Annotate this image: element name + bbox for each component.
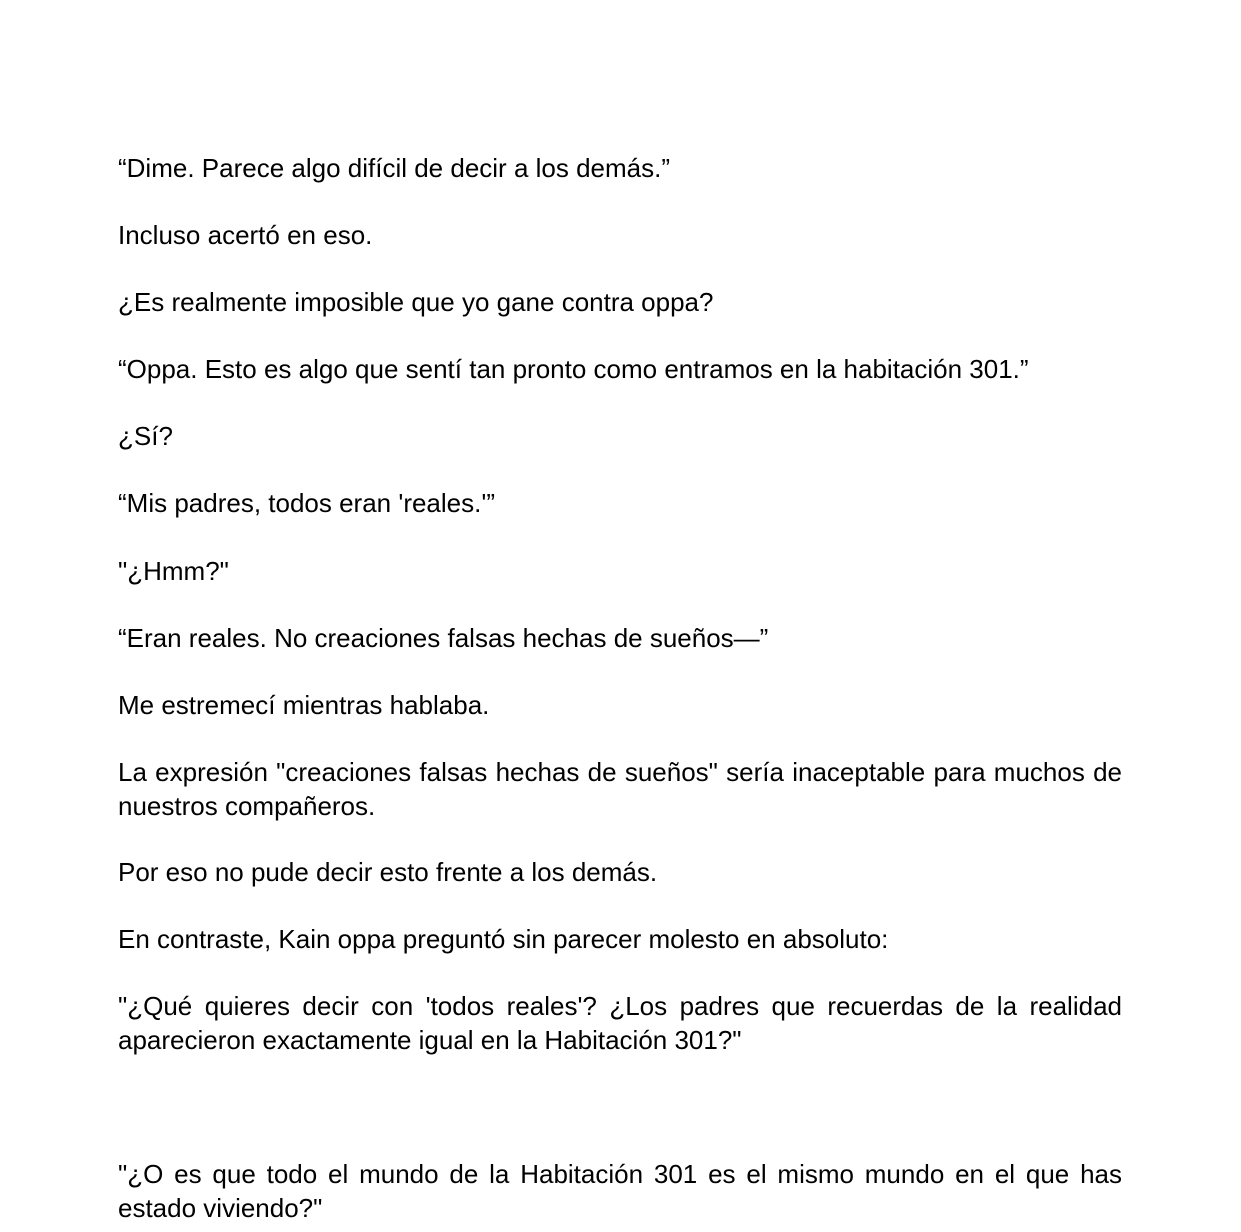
paragraph-4: “Oppa. Esto es algo que sentí tan pronto como entramos en la habitación 301.”: [118, 354, 1029, 384]
paragraph-12: En contraste, Kain oppa preguntó sin parecer molesto en absoluto:: [118, 924, 889, 954]
paragraph-5: ¿Sí?: [118, 421, 173, 451]
paragraph-11: Por eso no pude decir esto frente a los demás.: [118, 857, 658, 887]
paragraph-7: "¿Hmm?": [118, 556, 229, 586]
paragraph-3: ¿Es realmente imposible que yo gane contra oppa?: [118, 287, 714, 317]
paragraph-13: "¿Qué quieres decir con 'todos reales'? ¿Los padres que recuerdas de la realidad aparecieron exactamente igual en la Habitación 301?": [118, 991, 1122, 1055]
paragraph-2: Incluso acertó en eso.: [118, 220, 373, 250]
paragraph-8: “Eran reales. No creaciones falsas hechas de sueños—”: [118, 623, 769, 653]
paragraph-10: La expresión "creaciones falsas hechas de sueños" sería inaceptable para muchos de nuestros compañeros.: [118, 757, 1122, 821]
paragraph-6: “Mis padres, todos eran 'reales.'”: [118, 488, 495, 518]
paragraph-9: Me estremecí mientras hablaba.: [118, 690, 490, 720]
paragraph-14: "¿O es que todo el mundo de la Habitación 301 es el mismo mundo en el que has estado viviendo?": [118, 1159, 1122, 1223]
paragraph-1: “Dime. Parece algo difícil de decir a los demás.”: [118, 153, 671, 183]
